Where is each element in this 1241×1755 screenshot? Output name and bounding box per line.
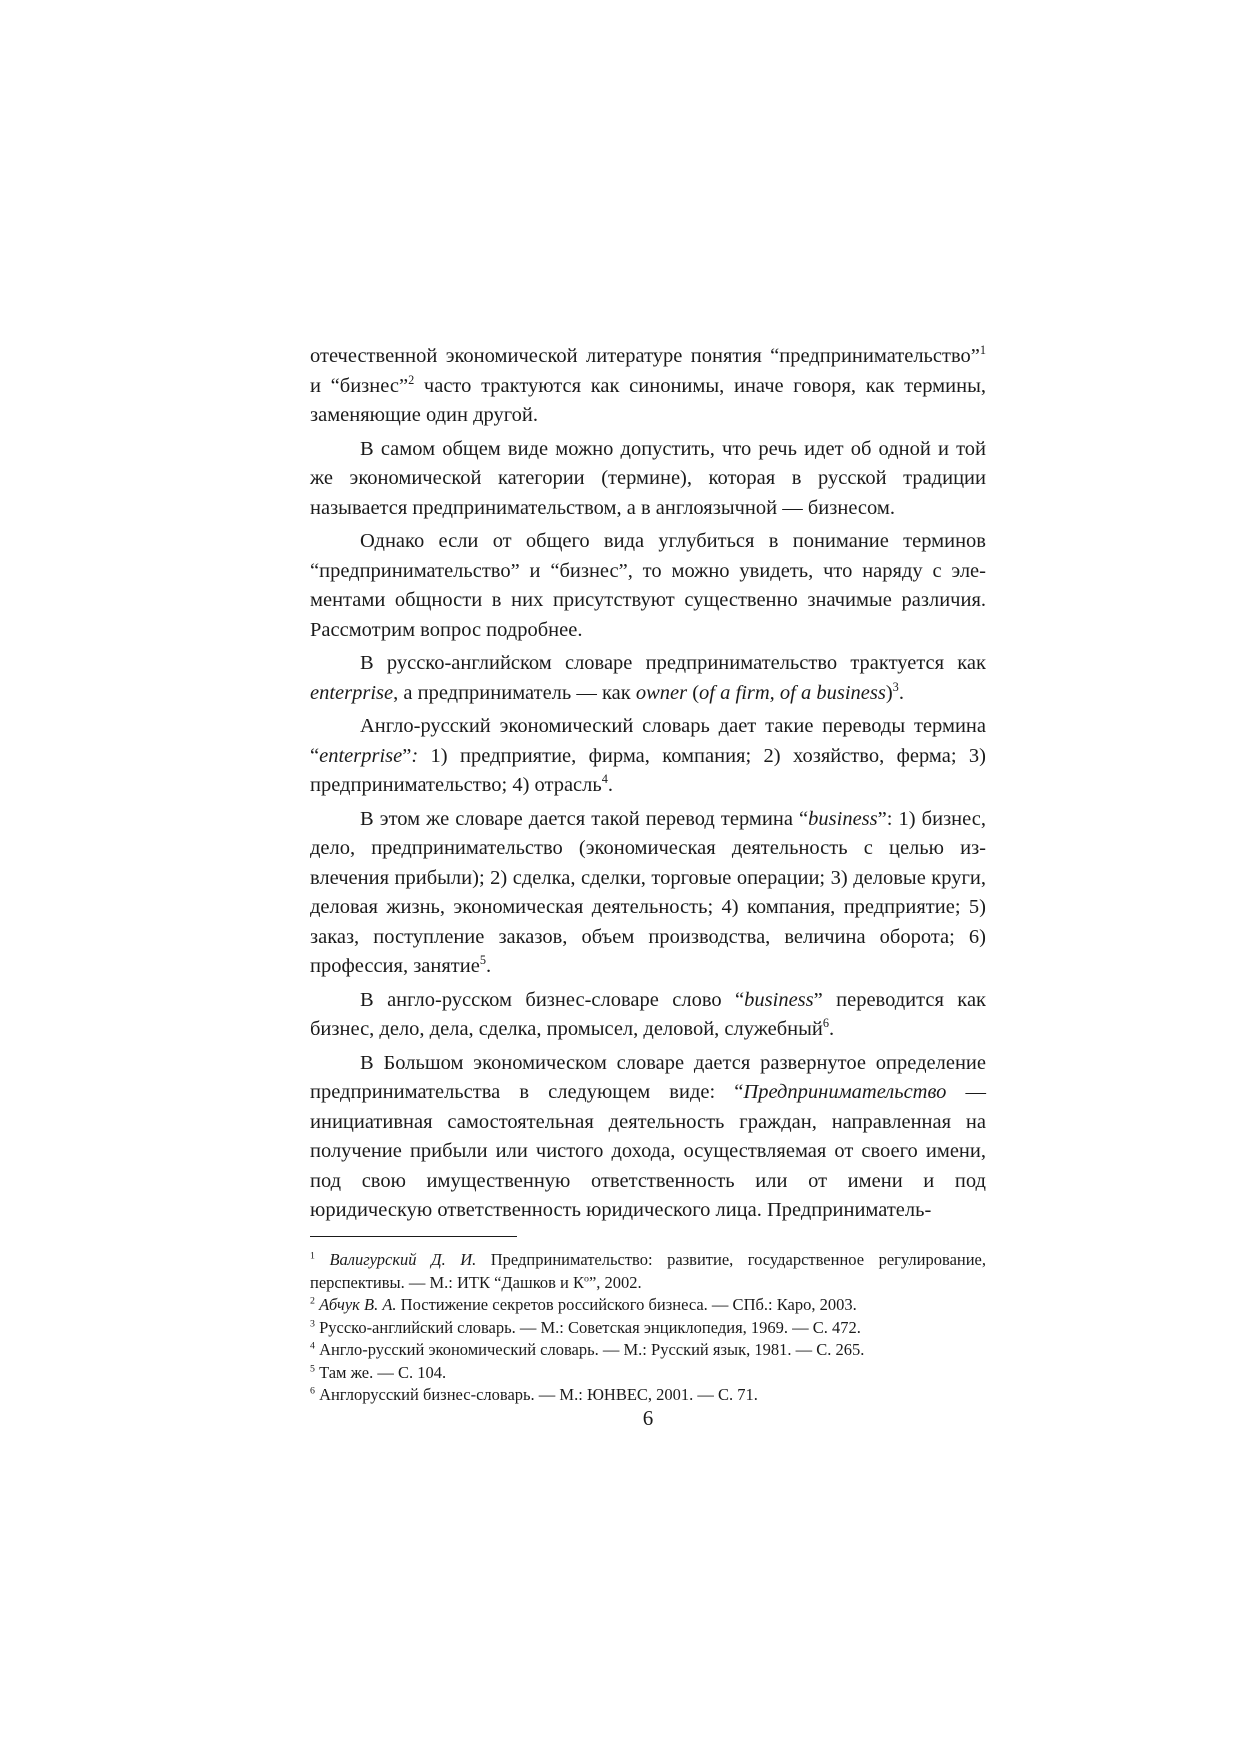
footnote-2: $^2$ Абчук В. А. Постижение секретов российского бизнеса. — СПб.: Каро, 2003. <box>310 1295 857 1314</box>
footnote-ref-6: 6 <box>822 1016 830 1031</box>
footnote-4: $^4$ Англо-русский экономический словарь. — М.: Русский язык, 1981. — С. 265. <box>310 1340 865 1359</box>
paragraph-6: В этом же словаре дается такой перевод термина “business”: 1) бизнес, дело, предпринимательство (экономическая деятельность с целью извлечения прибыли); 2) сделка, сделки, торговые операции; 3) деловые круги, деловая жизнь, экономическая деятельность; 4) компания, предприятие; 5) заказ, поступление заказов, объем производства, величина оборота; 6) профессия, занятие$^5$. <box>310 807 986 977</box>
paragraph-5: Англо-русский экономический словарь дает такие переводы термина “enterprise”: 1) предприятие, фирма, компания; 2) хозяйство, ферма; 3) предпринимательство; 4) отрасль$^4$. <box>310 715 986 796</box>
footnote-ref-3: 3 <box>892 679 899 694</box>
footnote-divider <box>310 1236 517 1237</box>
footnote-ref-2: 2 <box>408 372 415 387</box>
footnote-ref-4: 4 <box>601 772 608 787</box>
paragraph-2: В самом общем виде можно допустить, что речь идет об одной и той же экономической категории (термине), которая в русской традиции называется предпринимательством, а в англоязычной — бизнесом. <box>310 437 986 519</box>
page-number: 6 <box>642 1406 654 1430</box>
footnote-1: $^1$ Валигурский Д. И. Предпринимательство: развитие, государственное регулирование, перспективы. — М.: ИТК “Дашков и $К^о$”, 2002. <box>310 1250 987 1292</box>
footnote-ref-5: 5 <box>479 953 486 968</box>
footnote-3: $^3$ Русско-английский словарь. — М.: Советская энциклопедия, 1969. — С. 472. <box>310 1317 861 1337</box>
footnote-6: $^6$ Англорусский бизнес-словарь. — М.: ЮНВЕС, 2001. — С. 71. <box>310 1385 758 1404</box>
paragraph-8: В Большом экономическом словаре дается развернутое определение предпринимательства в следующем виде: “Предпринимательство — инициативная самостоятельная деятельность граждан, направленная на получение прибыли или чистого дохода, осуществляемая от своего имени, под свою имущественную ответственность или от имени и под юридическую ответственность юридического лица. Предприниматель- <box>310 1051 986 1221</box>
paragraph-7: В англо-русском бизнес-словаре слово “business” переводится как бизнес, дело, дела, сделка, промысел, деловой, служебный$^6$. <box>310 988 986 1040</box>
footnotes <box>310 1249 986 1407</box>
paragraph-1: отечественной экономической литературе понятия “предпринимательство”$^1$ и “бизнес”$^2$ часто трактуются как синонимы, иначе говоря, как термины, заменяющие один другой. <box>310 343 986 426</box>
footnote-5: $^5$ Там же. — С. 104. <box>310 1362 447 1382</box>
paragraph-4: В русско-английском словаре предпринимательство трактуется как enterprise, а предприниматель — как owner (of a firm, of a business)$^3$. <box>310 652 986 704</box>
main-text <box>310 342 986 1226</box>
paragraph-3: Однако если от общего вида углубиться в понимание терминов “предпринимательство” и “бизнес”, то можно увидеть, что наряду с элементами общности в них присутствуют существенно значимые различия. Рассмотрим вопрос подробнее. <box>310 530 986 641</box>
footnote-ref-1: 1 <box>979 343 986 358</box>
